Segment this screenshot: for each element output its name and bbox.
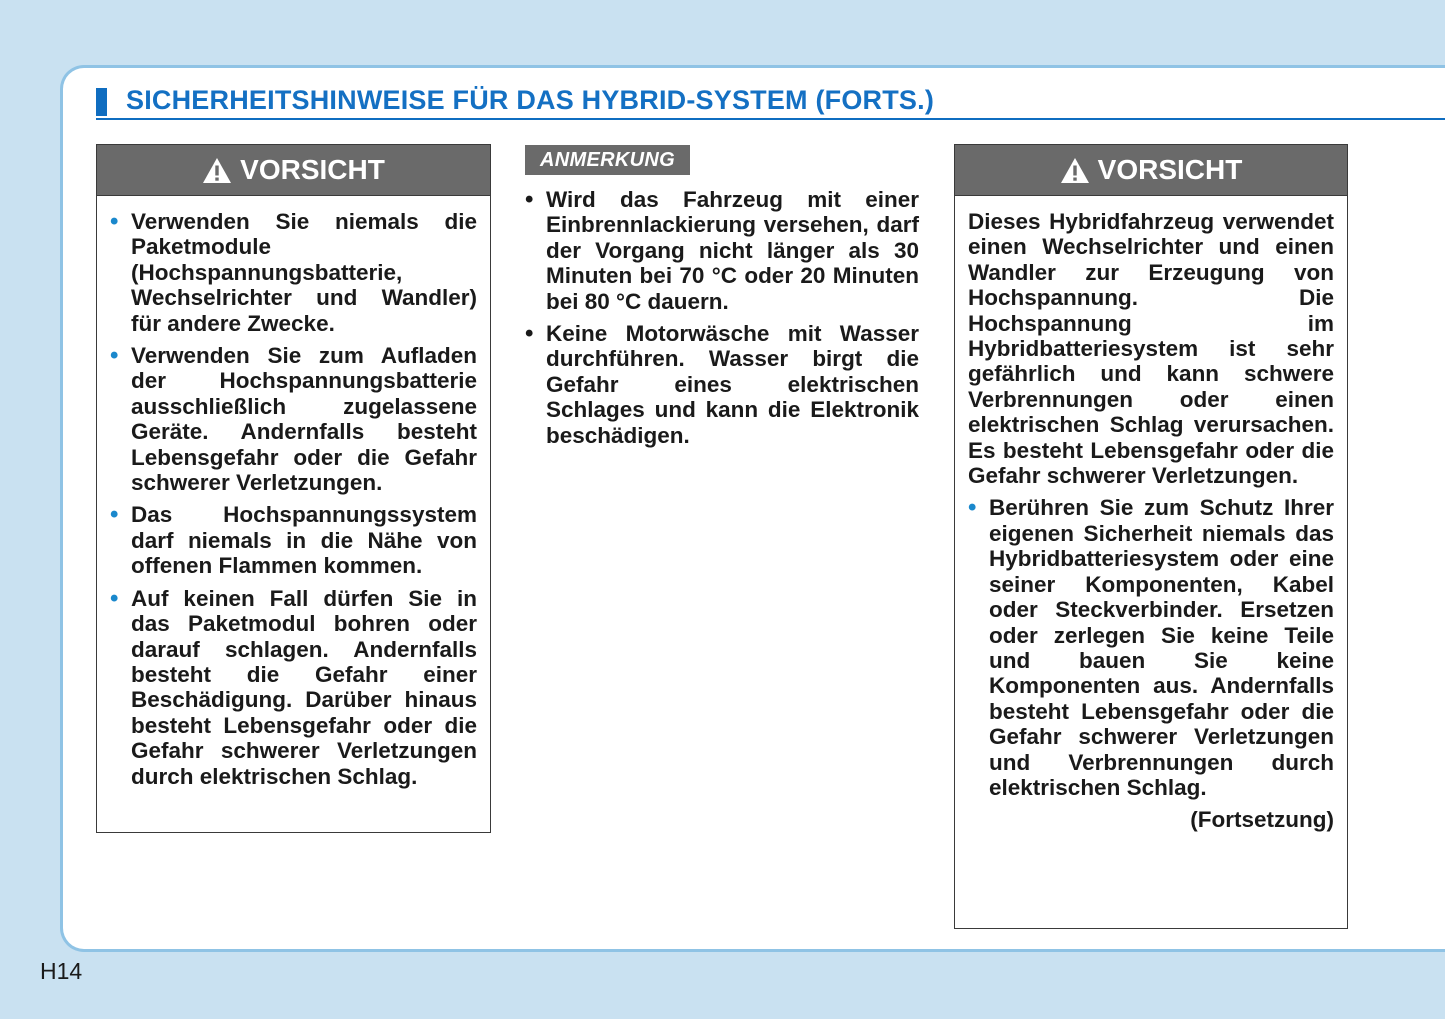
list-item: • Keine Motorwäsche mit Wasser durchführen. Wasser birgt die Gefahr eines elektrischen Schlages und kann die Elektronik beschädigen.	[525, 321, 919, 448]
note-body	[525, 187, 919, 455]
note-label: ANMERKUNG	[525, 145, 690, 175]
caution-paragraph: Dieses Hybridfahrzeug verwendet einen Wechselrichter und einen Wandler zur Erzeugung von Hochspannung. Die Hochspannung im Hybridbatteriesystem ist sehr gefährlich und kann schwere Verbrennungen oder einen elektrischen Schlag verursachen. Es besteht Lebensgefahr oder die Gefahr schwerer Verletzungen.	[968, 209, 1334, 489]
list-item: • Wird das Fahrzeug mit einer Einbrennlackierung versehen, darf der Vorgang nicht länger als 30 Minuten bei 70 °C oder 20 Minuten bei 80 °C dauern.	[525, 187, 919, 314]
caution-header	[97, 145, 490, 196]
list-item: • Auf keinen Fall dürfen Sie in das Paketmodul bohren oder darauf schlagen. Andernfalls besteht die Gefahr einer Beschädigung. Darüber hinaus besteht Lebensgefahr oder die Gefahr schwerer Verletzungen durch elektrischen Schlag.	[110, 586, 477, 789]
caution-list	[968, 495, 1334, 800]
page-number: H14	[40, 958, 83, 984]
continuation-note: (Fortsetzung)	[1190, 807, 1334, 833]
caution-label: VORSICHT	[240, 154, 385, 185]
caution-body	[955, 196, 1347, 833]
section-heading	[96, 86, 1445, 120]
list-item: • Berühren Sie zum Schutz Ihrer eigenen Sicherheit niemals das Hybridbatteriesystem oder eine seiner Komponenten, Kabel oder Steckverbinder. Ersetzen oder zerlegen Sie keine Teile und bauen Sie keine Komponenten aus. Andernfalls besteht Lebensgefahr oder die Gefahr schwerer Verletzungen und Verbrennungen durch elektrischen Schlag.	[968, 495, 1334, 800]
section-title: SICHERHEITSHINWEISE FÜR DAS HYBRID-SYSTEM (FORTS.)	[126, 85, 935, 115]
caution-label: VORSICHT	[1097, 154, 1243, 185]
list-item: • Das Hochspannungssystem darf niemals in die Nähe von offenen Flammen kommen.	[110, 502, 477, 578]
note-list	[525, 187, 919, 448]
warning-triangle-icon	[202, 157, 232, 184]
list-item: • Verwenden Sie zum Aufladen der Hochspannungsbatterie ausschließlich zugelassene Geräte. Andernfalls besteht Lebensgefahr oder die Gefahr schwerer Verletzungen.	[110, 343, 477, 495]
caution-body	[97, 196, 490, 789]
caution-list	[110, 209, 477, 789]
list-item: • Verwenden Sie niemals die Paketmodule (Hochspannungsbatterie, Wechselrichter und Wandler) für andere Zwecke.	[110, 209, 477, 336]
caution-header	[955, 145, 1347, 196]
caution-box-right	[954, 144, 1348, 929]
caution-box-left	[96, 144, 491, 833]
heading-accent-bar	[96, 88, 107, 116]
warning-triangle-icon	[1060, 157, 1090, 184]
